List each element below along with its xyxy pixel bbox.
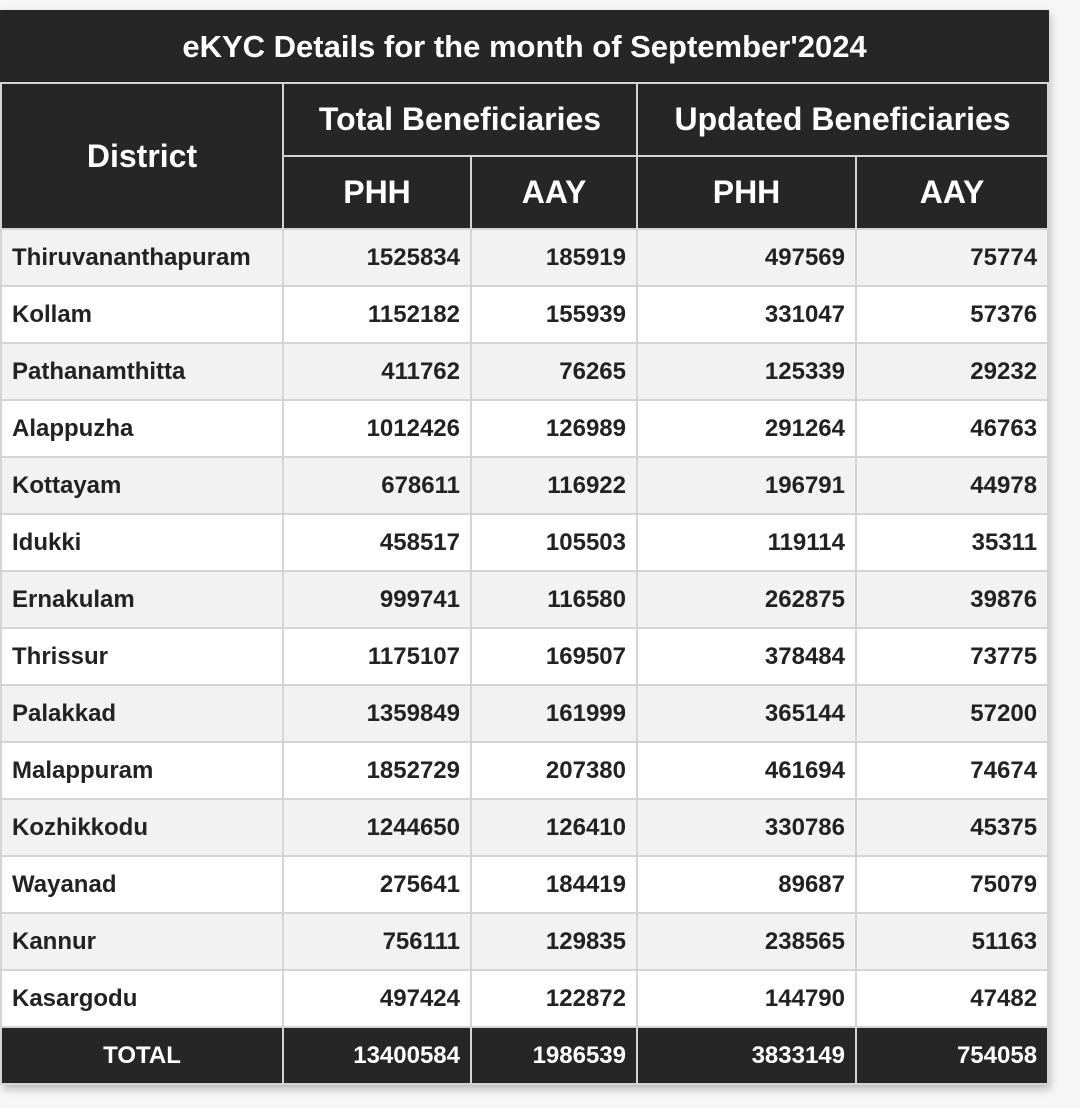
updated-aay-cell: 74674	[856, 742, 1048, 799]
updated-aay-cell: 44978	[856, 457, 1048, 514]
district-name: Kasargodu	[1, 970, 283, 1027]
district-name: Wayanad	[1, 856, 283, 913]
district-name: Kozhikkodu	[1, 799, 283, 856]
total-phh-cell: 497424	[283, 970, 471, 1027]
updated-aay-cell: 35311	[856, 514, 1048, 571]
updated-phh-cell: 119114	[637, 514, 856, 571]
total-row	[1, 1027, 1048, 1084]
header-total-beneficiaries: Total Beneficiaries	[283, 83, 637, 156]
total-phh-cell: 275641	[283, 856, 471, 913]
ekyc-details-table	[0, 10, 1049, 1085]
table-row	[1, 628, 1048, 685]
total-aay-cell: 184419	[471, 856, 637, 913]
table-row	[1, 457, 1048, 514]
district-name: Kottayam	[1, 457, 283, 514]
updated-aay-cell: 29232	[856, 343, 1048, 400]
total-phh-cell: 1175107	[283, 628, 471, 685]
total-aay-cell: 76265	[471, 343, 637, 400]
total-aay-cell: 126410	[471, 799, 637, 856]
updated-aay-cell: 46763	[856, 400, 1048, 457]
district-name: Palakkad	[1, 685, 283, 742]
total-aay-cell: 185919	[471, 229, 637, 286]
total-phh-cell: 756111	[283, 913, 471, 970]
updated-aay-cell: 57376	[856, 286, 1048, 343]
updated-phh-cell: 331047	[637, 286, 856, 343]
updated-aay-cell: 75079	[856, 856, 1048, 913]
table-row	[1, 685, 1048, 742]
table-row	[1, 913, 1048, 970]
district-name: Kollam	[1, 286, 283, 343]
total-aay-cell: 155939	[471, 286, 637, 343]
district-name: Pathanamthitta	[1, 343, 283, 400]
updated-phh-cell: 497569	[637, 229, 856, 286]
total-aay-cell: 129835	[471, 913, 637, 970]
total-phh-cell: 1359849	[283, 685, 471, 742]
updated-phh-cell: 238565	[637, 913, 856, 970]
updated-phh-cell: 461694	[637, 742, 856, 799]
updated-phh-cell: 89687	[637, 856, 856, 913]
updated-phh-cell: 330786	[637, 799, 856, 856]
total-aay-cell: 126989	[471, 400, 637, 457]
total-aay-cell: 105503	[471, 514, 637, 571]
table-row	[1, 970, 1048, 1027]
district-name: Thrissur	[1, 628, 283, 685]
updated-aay-cell: 73775	[856, 628, 1048, 685]
district-name: Kannur	[1, 913, 283, 970]
total-aay-cell: 161999	[471, 685, 637, 742]
total-label: TOTAL	[1, 1027, 283, 1084]
total-phh-cell: 1852729	[283, 742, 471, 799]
updated-phh-cell: 125339	[637, 343, 856, 400]
header-total-phh: PHH	[283, 156, 471, 229]
table-row	[1, 856, 1048, 913]
updated-aay-cell: 75774	[856, 229, 1048, 286]
header-updated-aay: AAY	[856, 156, 1048, 229]
district-name: Idukki	[1, 514, 283, 571]
ekyc-table-card	[0, 10, 1047, 1085]
total-aay-cell: 169507	[471, 628, 637, 685]
total-phh-sum: 13400584	[283, 1027, 471, 1084]
district-name: Ernakulam	[1, 571, 283, 628]
table-body	[1, 229, 1048, 1027]
table-title-row	[1, 11, 1048, 83]
updated-aay-cell: 45375	[856, 799, 1048, 856]
updated-aay-cell: 47482	[856, 970, 1048, 1027]
updated-phh-cell: 262875	[637, 571, 856, 628]
updated-phh-cell: 291264	[637, 400, 856, 457]
updated-aay-cell: 39876	[856, 571, 1048, 628]
table-title: eKYC Details for the month of September'2024	[1, 11, 1048, 83]
updated-phh-cell: 144790	[637, 970, 856, 1027]
table-row	[1, 286, 1048, 343]
total-aay-sum: 1986539	[471, 1027, 637, 1084]
table-row	[1, 400, 1048, 457]
district-name: Alappuzha	[1, 400, 283, 457]
updated-aay-cell: 57200	[856, 685, 1048, 742]
updated-aay-sum: 754058	[856, 1027, 1048, 1084]
header-row-groups	[1, 83, 1048, 156]
updated-phh-cell: 196791	[637, 457, 856, 514]
total-phh-cell: 1525834	[283, 229, 471, 286]
total-phh-cell: 1152182	[283, 286, 471, 343]
district-name: Malappuram	[1, 742, 283, 799]
header-updated-beneficiaries: Updated Beneficiaries	[637, 83, 1048, 156]
table-row	[1, 514, 1048, 571]
header-updated-phh: PHH	[637, 156, 856, 229]
updated-phh-sum: 3833149	[637, 1027, 856, 1084]
updated-phh-cell: 378484	[637, 628, 856, 685]
updated-phh-cell: 365144	[637, 685, 856, 742]
table-row	[1, 799, 1048, 856]
total-aay-cell: 116922	[471, 457, 637, 514]
total-phh-cell: 411762	[283, 343, 471, 400]
total-phh-cell: 1244650	[283, 799, 471, 856]
table-row	[1, 343, 1048, 400]
total-phh-cell: 1012426	[283, 400, 471, 457]
header-total-aay: AAY	[471, 156, 637, 229]
district-name: Thiruvananthapuram	[1, 229, 283, 286]
updated-aay-cell: 51163	[856, 913, 1048, 970]
total-phh-cell: 999741	[283, 571, 471, 628]
total-aay-cell: 122872	[471, 970, 637, 1027]
total-aay-cell: 116580	[471, 571, 637, 628]
total-aay-cell: 207380	[471, 742, 637, 799]
table-row	[1, 742, 1048, 799]
total-phh-cell: 458517	[283, 514, 471, 571]
table-row	[1, 229, 1048, 286]
header-district: District	[1, 83, 283, 229]
table-row	[1, 571, 1048, 628]
total-phh-cell: 678611	[283, 457, 471, 514]
